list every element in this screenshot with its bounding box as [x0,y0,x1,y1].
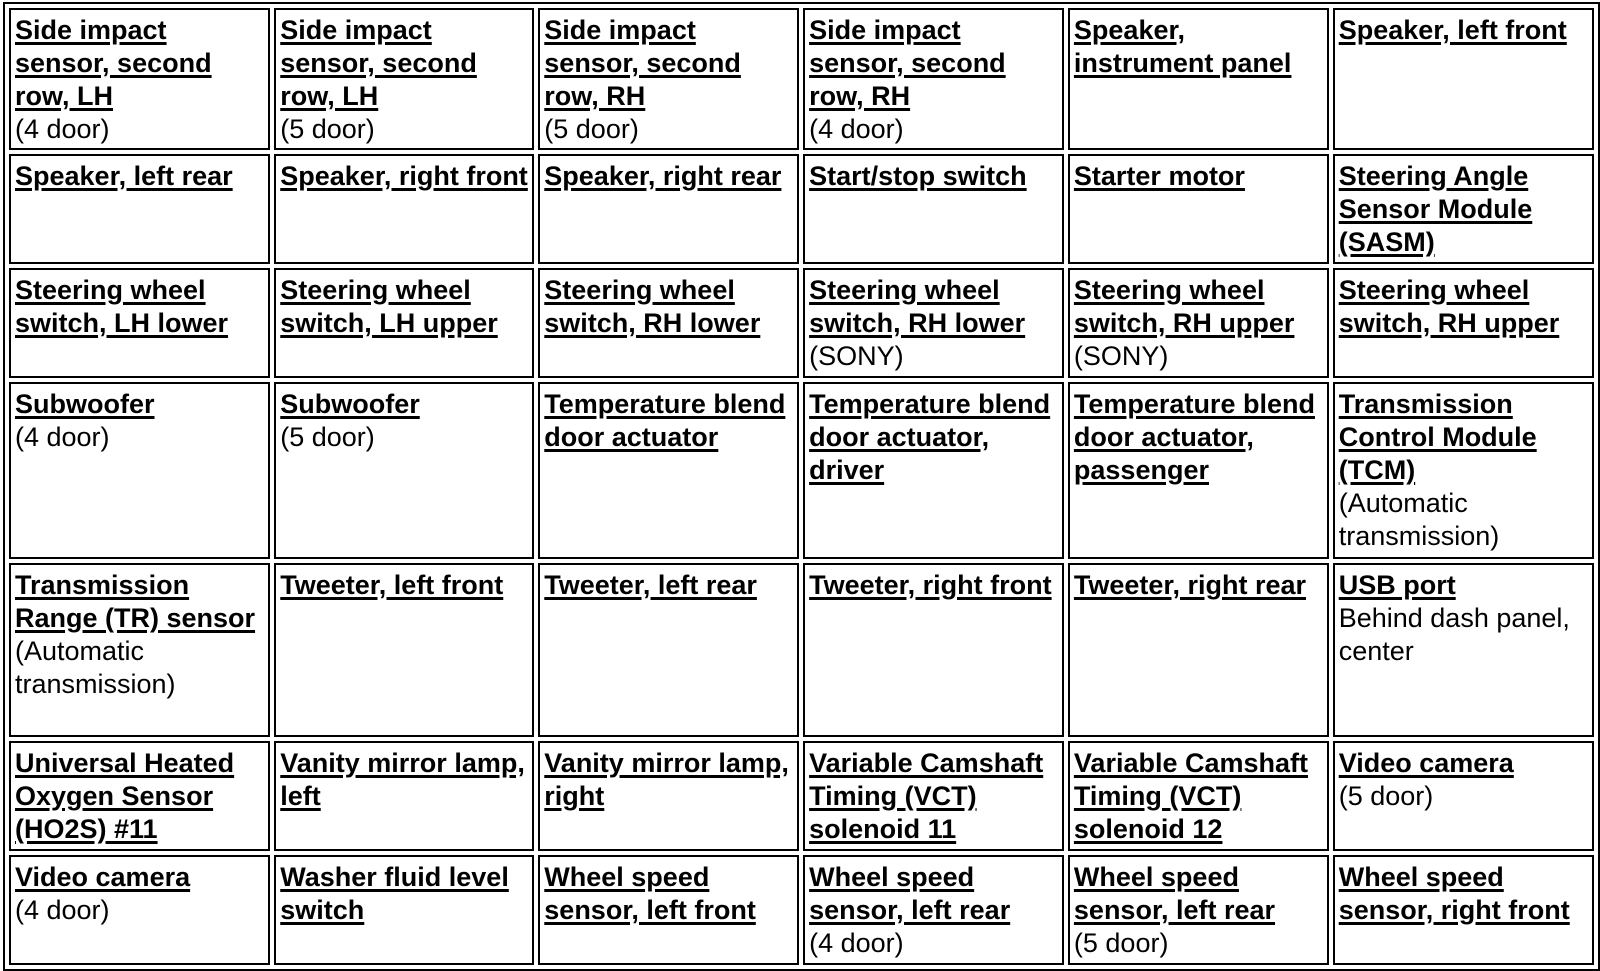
table-cell [1333,382,1594,559]
component-link[interactable]: Transmission Range (TR) sensor [15,570,256,633]
component-link[interactable]: Variable Camshaft Timing (VCT) solenoid 12 [1073,748,1309,844]
component-link[interactable]: Vanity mirror lamp, left [280,748,525,811]
component-link[interactable]: Start/stop switch [809,161,1027,191]
component-link[interactable]: Tweeter, right front [809,570,1052,600]
table-cell [274,382,534,559]
component-link[interactable]: Steering Angle Sensor Module (SASM) [1338,161,1533,257]
component-link[interactable]: Side impact sensor, second row, LH [15,15,212,111]
table-cell [538,8,799,150]
table-cell [9,8,270,150]
table-cell [274,8,534,150]
table-cell [9,382,270,559]
component-note: (5 door) [1338,781,1434,811]
table-cell [274,268,534,378]
component-link[interactable]: Speaker, instrument panel [1073,15,1292,78]
table-cell [1068,268,1329,378]
component-link[interactable]: Vanity mirror lamp, right [544,748,789,811]
component-note: (4 door) [809,114,904,144]
table-cell [538,855,799,965]
table-cell [538,563,799,737]
component-link[interactable]: Subwoofer [15,389,155,419]
table-cell [1333,741,1594,851]
component-link[interactable]: Speaker, left rear [15,161,233,191]
table-row [9,382,1594,559]
component-link[interactable]: Transmission Control Module (TCM) [1338,389,1537,485]
table-cell [1068,382,1329,559]
component-index-table [3,2,1600,971]
table-cell [9,741,270,851]
table-cell [1068,563,1329,737]
table-row [9,8,1594,150]
table-cell [1068,154,1329,264]
table-cell [9,563,270,737]
component-note: (SONY) [1073,341,1169,371]
component-link[interactable]: Starter motor [1073,161,1245,191]
component-note: (4 door) [809,928,904,958]
table-cell [803,563,1064,737]
component-link[interactable]: Steering wheel switch, RH upper [1338,275,1560,338]
component-link[interactable]: Wheel speed sensor, right front [1338,862,1570,925]
table-cell [803,154,1064,264]
table-cell [274,741,534,851]
table-cell [538,741,799,851]
component-note: (4 door) [15,422,110,452]
component-link[interactable]: Speaker, left front [1338,15,1567,45]
component-link[interactable]: Wheel speed sensor, left rear [809,862,1011,925]
component-note: (5 door) [1073,928,1169,958]
table-cell [803,855,1064,965]
table-cell [1333,154,1594,264]
table-cell [9,154,270,264]
component-link[interactable]: Side impact sensor, second row, RH [544,15,741,111]
component-link[interactable]: Tweeter, right rear [1073,570,1306,600]
table-row [9,563,1594,737]
component-note: (5 door) [280,422,375,452]
component-link[interactable]: Variable Camshaft Timing (VCT) solenoid 11 [809,748,1044,844]
component-note: (SONY) [809,341,904,371]
component-link[interactable]: Steering wheel switch, RH lower [544,275,761,338]
component-note: (Automatic transmission) [15,636,176,699]
component-link[interactable]: Side impact sensor, second row, RH [809,15,1006,111]
component-link[interactable]: Subwoofer [280,389,420,419]
component-link[interactable]: Washer fluid level switch [280,862,509,925]
table-cell [9,268,270,378]
component-link[interactable]: Tweeter, left rear [544,570,757,600]
component-link[interactable]: Wheel speed sensor, left front [544,862,756,925]
component-link[interactable]: Universal Heated Oxygen Sensor (HO2S) #11 [15,748,235,844]
table-cell [274,563,534,737]
table-cell [1333,563,1594,737]
component-link[interactable]: Steering wheel switch, RH lower [809,275,1026,338]
table-cell [1068,855,1329,965]
table-cell [1333,8,1594,150]
table-cell [538,268,799,378]
component-link[interactable]: Temperature blend door actuator, passenger [1073,389,1315,485]
table-cell [1068,8,1329,150]
component-note: (Automatic transmission) [1338,488,1500,551]
component-link[interactable]: Tweeter, left front [280,570,504,600]
table-cell [1068,741,1329,851]
component-link[interactable]: Temperature blend door actuator [544,389,786,452]
component-link[interactable]: Steering wheel switch, RH upper [1073,275,1295,338]
table-cell [274,154,534,264]
component-link[interactable]: Speaker, right front [280,161,528,191]
component-link[interactable]: USB port [1338,570,1456,600]
component-note: (4 door) [15,895,110,925]
table-row [9,268,1594,378]
table-row [9,154,1594,264]
component-link[interactable]: Video camera [1338,748,1514,778]
table-cell [538,382,799,559]
table-row [9,741,1594,851]
table-row [9,855,1594,965]
table-cell [803,741,1064,851]
table-cell [803,382,1064,559]
table-cell [274,855,534,965]
table-cell [9,855,270,965]
table-cell [803,268,1064,378]
component-note: (5 door) [544,114,639,144]
component-link[interactable]: Side impact sensor, second row, LH [280,15,477,111]
component-link[interactable]: Temperature blend door actuator, driver [809,389,1051,485]
component-link[interactable]: Video camera [15,862,191,892]
table-cell [803,8,1064,150]
table-cell [1333,268,1594,378]
component-link[interactable]: Steering wheel switch, LH lower [15,275,229,338]
table-cell [1333,855,1594,965]
component-note: (5 door) [280,114,375,144]
component-note: Behind dash panel, center [1338,603,1570,666]
component-link[interactable]: Speaker, right rear [544,161,782,191]
component-link[interactable]: Steering wheel switch, LH upper [280,275,498,338]
component-link[interactable]: Wheel speed sensor, left rear [1073,862,1276,925]
table-cell [538,154,799,264]
component-note: (4 door) [15,114,110,144]
